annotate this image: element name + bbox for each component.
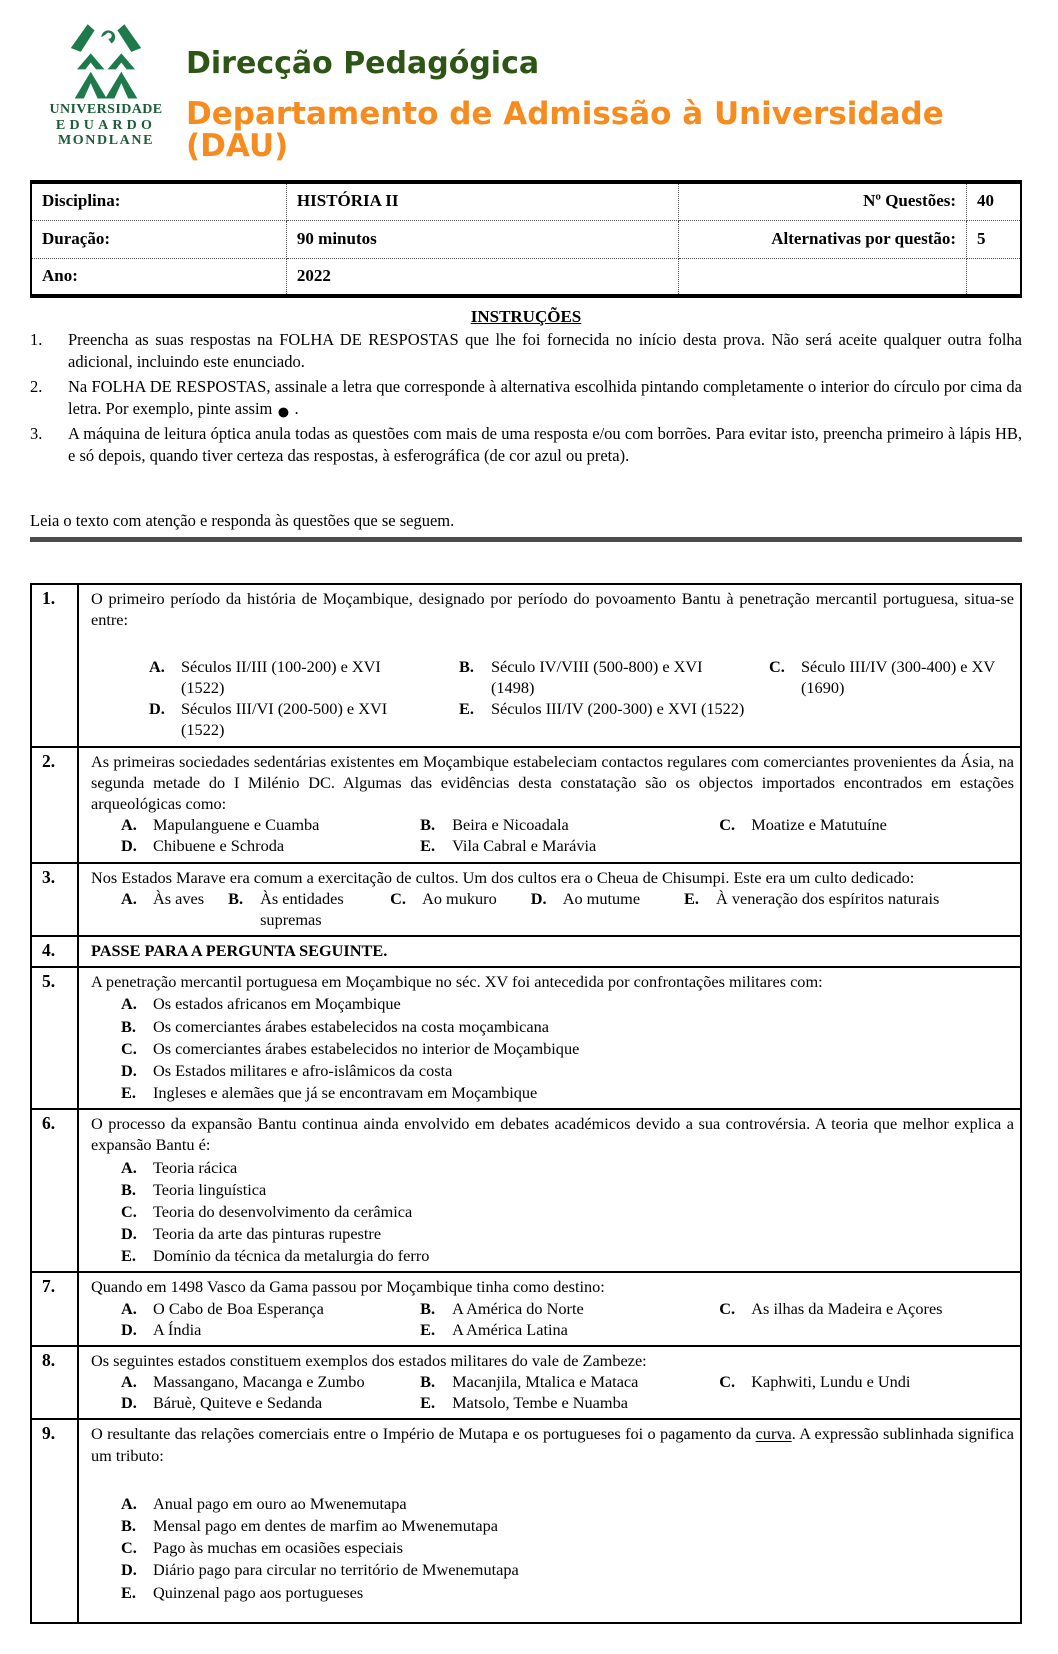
option-text: Os estados africanos em Moçambique: [153, 994, 401, 1014]
filled-circle-example-icon: ●: [276, 398, 291, 424]
option-letter: C.: [769, 656, 785, 676]
info-value: HISTÓRIA II: [286, 182, 678, 220]
option-letter: C.: [121, 1038, 137, 1058]
question-row: [32, 1420, 1020, 1621]
spacer: [91, 630, 1014, 656]
option-text: Pago às muchas em ocasiões especiais: [153, 1538, 404, 1558]
stem-text: A penetração mercantil portuguesa em Moçambique no séc. XV foi antecedida por confrontações militares com:: [91, 972, 823, 992]
question-stem: [91, 1350, 1014, 1371]
option-letter: D.: [121, 836, 137, 856]
option-letter: E.: [420, 1393, 436, 1413]
option-item: [121, 888, 204, 930]
stem-text: Nos Estados Marave era comum a exercitação de cultos. Um dos cultos era o Cheua de Chisumpi. Este era um culto dedicado:: [91, 867, 915, 887]
question-body: [79, 748, 1020, 862]
option-item: [121, 1223, 1014, 1244]
option-item: [719, 814, 1014, 835]
question-stem: [91, 1423, 1014, 1465]
option-item: [121, 835, 420, 856]
option-letter: B.: [121, 1515, 136, 1535]
option-item: [121, 1559, 1014, 1580]
option-text: Kaphwiti, Lundu e Undi: [751, 1372, 911, 1392]
options-list: [121, 993, 1014, 1103]
option-text: Mapulanguene e Cuamba: [153, 815, 320, 835]
lead-text: Leia o texto com atenção e responda às questões que se seguem.: [30, 511, 1022, 542]
question-row: [32, 1347, 1020, 1421]
option-text: Báruè, Quiteve e Sedanda: [153, 1393, 323, 1413]
logo-text-line: EDUARDO: [55, 117, 157, 133]
stem-text: Os seguintes estados constituem exemplos dos estados militares do vale de Zambeze:: [91, 1350, 647, 1370]
option-text: Às aves: [153, 888, 205, 908]
logo-text-line: MONDLANE: [57, 133, 155, 149]
option-item: [121, 1493, 1014, 1514]
option-text: Séculos III/IV (200-300) e XVI (1522): [491, 699, 745, 719]
options-grid3: [121, 1298, 1014, 1340]
question-row: [32, 968, 1020, 1110]
question-row: [32, 748, 1020, 864]
option-item: [719, 1371, 1014, 1392]
option-item: [420, 1298, 719, 1319]
stem-text: O processo da expansão Bantu continua ainda envolvido em debates académicos devido a sua controvérsia. A teoria que melhor explica a expansão Bantu é:: [91, 1114, 1014, 1155]
option-text: Mensal pago em dentes de marfim ao Mwenemutapa: [153, 1515, 498, 1535]
info-value-right: 40: [967, 182, 1021, 220]
stem-text: O resultante das relações comerciais entre o Império de Mutapa e os portugueses foi o pagamento da: [91, 1424, 756, 1444]
option-letter: B.: [420, 1298, 436, 1318]
question-number: 5.: [32, 968, 79, 1108]
option-item: [121, 1201, 1014, 1222]
option-item: [121, 1392, 420, 1413]
instruction-gap: [56, 423, 68, 467]
option-letter: C.: [719, 1298, 736, 1318]
uem-emblem-icon: [58, 22, 154, 100]
option-letter: B.: [228, 888, 244, 908]
option-text: Macanjila, Mtalica e Mataca: [452, 1372, 639, 1392]
option-letter: D.: [121, 1224, 137, 1244]
option-text: Ao mukuro: [422, 888, 497, 908]
option-item: [121, 1298, 420, 1319]
question-body: [79, 864, 1020, 936]
info-label-right: [678, 258, 966, 296]
underlined-term: curva: [755, 1424, 792, 1444]
info-value-right: [967, 258, 1021, 296]
question-body: [79, 1420, 1020, 1621]
instructions-title: INSTRUÇÕES: [470, 307, 582, 326]
option-letter: C.: [121, 1201, 137, 1221]
stem-text: Quando em 1498 Vasco da Gama passou por Moçambique tinha como destino:: [91, 1277, 605, 1297]
stem-text: . A expressão sublinhada significa um tributo:: [91, 1424, 1015, 1465]
question-stem: [91, 588, 1014, 630]
option-text: Século IV/VIII (500-800) e XVI (1498): [491, 656, 703, 698]
option-item: [459, 698, 769, 740]
stem-text: As primeiras sociedades sedentárias existentes em Moçambique estabeleciam contactos regulares com comerciantes provenientes da Ásia, na segunda metade do I Milénio DC. Algumas das evidências desta constatação são os objectos importados encontrados em estações arqueológicas como:: [91, 751, 1014, 813]
option-text: A Índia: [153, 1319, 202, 1339]
option-letter: E.: [684, 888, 699, 908]
question-number: 8.: [32, 1347, 79, 1419]
option-item: [121, 1038, 1014, 1059]
option-item: [121, 1016, 1014, 1037]
header-titles: [168, 22, 1022, 163]
option-item: [121, 1515, 1014, 1536]
option-text: Matsolo, Tembe e Nuamba: [452, 1393, 628, 1413]
options-inline: [121, 888, 1014, 930]
option-letter: A.: [121, 1157, 137, 1177]
option-text: Beira e Nicoadala: [452, 815, 569, 835]
options-grid3: [121, 814, 1014, 856]
option-item: [121, 1245, 1014, 1266]
instructions-section: [30, 307, 1022, 467]
option-letter: D.: [121, 1060, 137, 1080]
question-stem: [91, 1113, 1014, 1155]
option-letter: C.: [719, 1372, 736, 1392]
option-text: Às entidades supremas: [260, 888, 344, 929]
option-item: [420, 814, 719, 835]
question-number: 7.: [32, 1273, 79, 1345]
option-text: Ao mutume: [562, 888, 641, 908]
option-text: Anual pago em ouro ao Mwenemutapa: [153, 1493, 407, 1513]
question-body: [79, 1273, 1020, 1345]
option-letter: A.: [121, 994, 137, 1014]
question-stem: [91, 867, 1014, 888]
option-text: Séculos III/VI (200-500) e XVI (1522): [181, 699, 388, 740]
option-item: [769, 656, 1014, 698]
option-text: Diário pago para circular no território de Mwenemutapa: [153, 1560, 519, 1580]
option-item: [420, 1392, 719, 1413]
question-row: [32, 937, 1020, 968]
instruction-text: Preencha as suas respostas na FOLHA DE RESPOSTAS que lhe foi fornecida no início desta prova. Não será aceite qualquer outra folha adicional, incluindo este enunciado.: [68, 330, 1022, 371]
option-text: O Cabo de Boa Esperança: [153, 1298, 324, 1318]
option-letter: C.: [719, 815, 736, 835]
instruction-number: 2.: [30, 376, 43, 396]
option-item: [121, 1371, 420, 1392]
option-letter: B.: [121, 1179, 136, 1199]
option-letter: B.: [121, 1016, 136, 1036]
question-stem: [91, 940, 1014, 961]
question-stem: [91, 1276, 1014, 1297]
stem-text: PASSE PARA A PERGUNTA SEGUINTE.: [91, 941, 388, 961]
instruction-number: 1.: [30, 330, 43, 349]
question-row: [32, 585, 1020, 748]
option-letter: E.: [121, 1246, 136, 1266]
option-letter: B.: [420, 815, 436, 835]
option-letter: A.: [149, 656, 165, 676]
options-list: [121, 1493, 1014, 1603]
option-letter: E.: [459, 699, 474, 719]
exam-info-table: [30, 180, 1022, 298]
option-text: Os comerciantes árabes estabelecidos no interior de Moçambique: [153, 1038, 580, 1058]
info-label: Duração:: [31, 220, 286, 258]
option-letter: A.: [121, 815, 137, 835]
option-letter: A.: [121, 1372, 137, 1392]
option-text: Teoria linguística: [153, 1179, 267, 1199]
question-body: [79, 968, 1020, 1108]
option-text: Séculos II/III (100-200) e XVI (1522): [181, 656, 381, 698]
instruction-item: [30, 423, 1022, 467]
instruction-item: [30, 329, 1022, 373]
info-value-right: 5: [967, 220, 1021, 258]
instruction-number: 3.: [30, 423, 43, 443]
option-item: [121, 993, 1014, 1014]
info-value: 2022: [286, 258, 678, 296]
option-letter: C.: [390, 888, 406, 908]
info-value: 90 minutos: [286, 220, 678, 258]
option-text: Domínio da técnica da metalurgia do ferro: [153, 1246, 430, 1266]
direccao-pedagogica-title: Direcção Pedagógica: [186, 46, 540, 81]
instruction-gap: [56, 329, 68, 373]
info-label: Disciplina:: [31, 182, 286, 220]
option-text: Chibuene e Schroda: [153, 836, 285, 856]
options-grid3wide: [149, 656, 1014, 741]
question-body: [79, 1110, 1020, 1271]
option-item: [121, 1157, 1014, 1178]
info-label: Ano:: [31, 258, 286, 296]
option-item: [121, 1537, 1014, 1558]
options-grid3: [121, 1371, 1014, 1413]
option-item: [420, 1371, 719, 1392]
option-letter: E.: [121, 1582, 136, 1602]
option-text: Século III/IV (300-400) e XV (1690): [801, 656, 995, 698]
option-text: Quinzenal pago aos portugueses: [153, 1582, 364, 1602]
option-item: [531, 888, 640, 930]
option-item: [228, 888, 360, 930]
option-item: [684, 888, 939, 930]
option-letter: E.: [420, 1319, 436, 1339]
info-row: [31, 258, 1021, 296]
logo-text-line: UNIVERSIDADE: [49, 102, 163, 117]
option-letter: E.: [121, 1083, 136, 1103]
option-text: Massangano, Macanga e Zumbo: [153, 1372, 365, 1392]
instruction-text: A máquina de leitura óptica anula todas as questões com mais de uma resposta e/ou com borrões. Para evitar isto, preencha primeiro à lápis HB, e só depois, quando tiver certeza das respostas, à esferográfica (de cor azul ou preta).: [68, 423, 1022, 465]
question-number: 2.: [32, 748, 79, 862]
option-item: [420, 835, 719, 856]
option-letter: D.: [149, 699, 165, 719]
option-text: Teoria da arte das pinturas rupestre: [153, 1224, 382, 1244]
option-item: [420, 1319, 719, 1340]
info-row: [31, 220, 1021, 258]
question-body: [79, 585, 1020, 746]
option-text: A América Latina: [452, 1319, 568, 1339]
info-row: [31, 182, 1021, 220]
option-item: [121, 814, 420, 835]
option-text: Moatize e Matutuíne: [751, 815, 887, 835]
option-letter: D.: [530, 888, 547, 908]
option-letter: B.: [459, 656, 474, 676]
instruction-item: [30, 376, 1022, 424]
question-stem: [91, 971, 1014, 992]
question-row: [32, 1110, 1020, 1273]
option-text: Os comerciantes árabes estabelecidos na costa moçambicana: [153, 1016, 549, 1036]
option-letter: C.: [121, 1538, 137, 1558]
option-text: As ilhas da Madeira e Açores: [751, 1298, 943, 1318]
question-number: 6.: [32, 1110, 79, 1271]
option-item: [149, 698, 459, 740]
spacer: [91, 1466, 1014, 1492]
questions-table: [30, 583, 1022, 1624]
question-number: 1.: [32, 585, 79, 746]
option-text: Teoria do desenvolvimento da cerâmica: [153, 1201, 413, 1221]
instruction-text: Na FOLHA DE RESPOSTAS, assinale a letra que corresponde à alternativa escolhida pintando completamente o interior do círculo por cima da letra. Por exemplo, pinte assim ● .: [68, 376, 1022, 424]
spacer: [91, 1603, 1014, 1617]
option-letter: B.: [420, 1372, 436, 1392]
question-row: [32, 1273, 1020, 1347]
option-item: [121, 1179, 1014, 1200]
option-text: Os Estados militares e afro-islâmicos da costa: [153, 1060, 453, 1080]
option-item: [459, 656, 769, 698]
header: [30, 22, 1022, 170]
option-item: [390, 888, 497, 930]
options-list: [121, 1157, 1014, 1267]
dau-title: Departamento de Admissão à Universidade (DAU): [186, 95, 944, 165]
info-label-right: Alternativas por questão:: [678, 220, 966, 258]
option-letter: D.: [121, 1393, 137, 1413]
option-item: [149, 656, 459, 698]
option-text: A América do Norte: [452, 1298, 584, 1318]
option-letter: E.: [420, 836, 436, 856]
option-item: [121, 1060, 1014, 1081]
option-letter: A.: [121, 1298, 137, 1318]
option-item: [121, 1082, 1014, 1103]
option-letter: A.: [121, 1493, 137, 1513]
option-item: [121, 1582, 1014, 1603]
option-text: À veneração dos espíritos naturais: [716, 888, 940, 908]
question-body: [79, 937, 1020, 966]
option-item: [121, 1319, 420, 1340]
stem-text: O primeiro período da história de Moçambique, designado por período do povoamento Bantu à penetração mercantil portuguesa, situa-se entre:: [91, 588, 1014, 629]
instruction-gap: [56, 376, 68, 420]
question-body: [79, 1347, 1020, 1419]
question-number: 3.: [32, 864, 79, 936]
question-row: [32, 864, 1020, 938]
instructions-list: [30, 329, 1022, 467]
option-letter: D.: [121, 1560, 137, 1580]
uem-logo: [30, 22, 168, 149]
question-stem: [91, 751, 1014, 815]
question-number: 9.: [32, 1420, 79, 1621]
option-item: [719, 1298, 1014, 1319]
option-letter: D.: [121, 1319, 137, 1339]
option-text: Ingleses e alemães que já se encontravam em Moçambique: [153, 1083, 538, 1103]
option-letter: A.: [121, 888, 137, 908]
question-number: 4.: [32, 937, 79, 966]
option-text: Teoria rácica: [153, 1157, 238, 1177]
info-label-right: Nº Questões:: [678, 182, 966, 220]
option-text: Vila Cabral e Marávia: [452, 836, 597, 856]
